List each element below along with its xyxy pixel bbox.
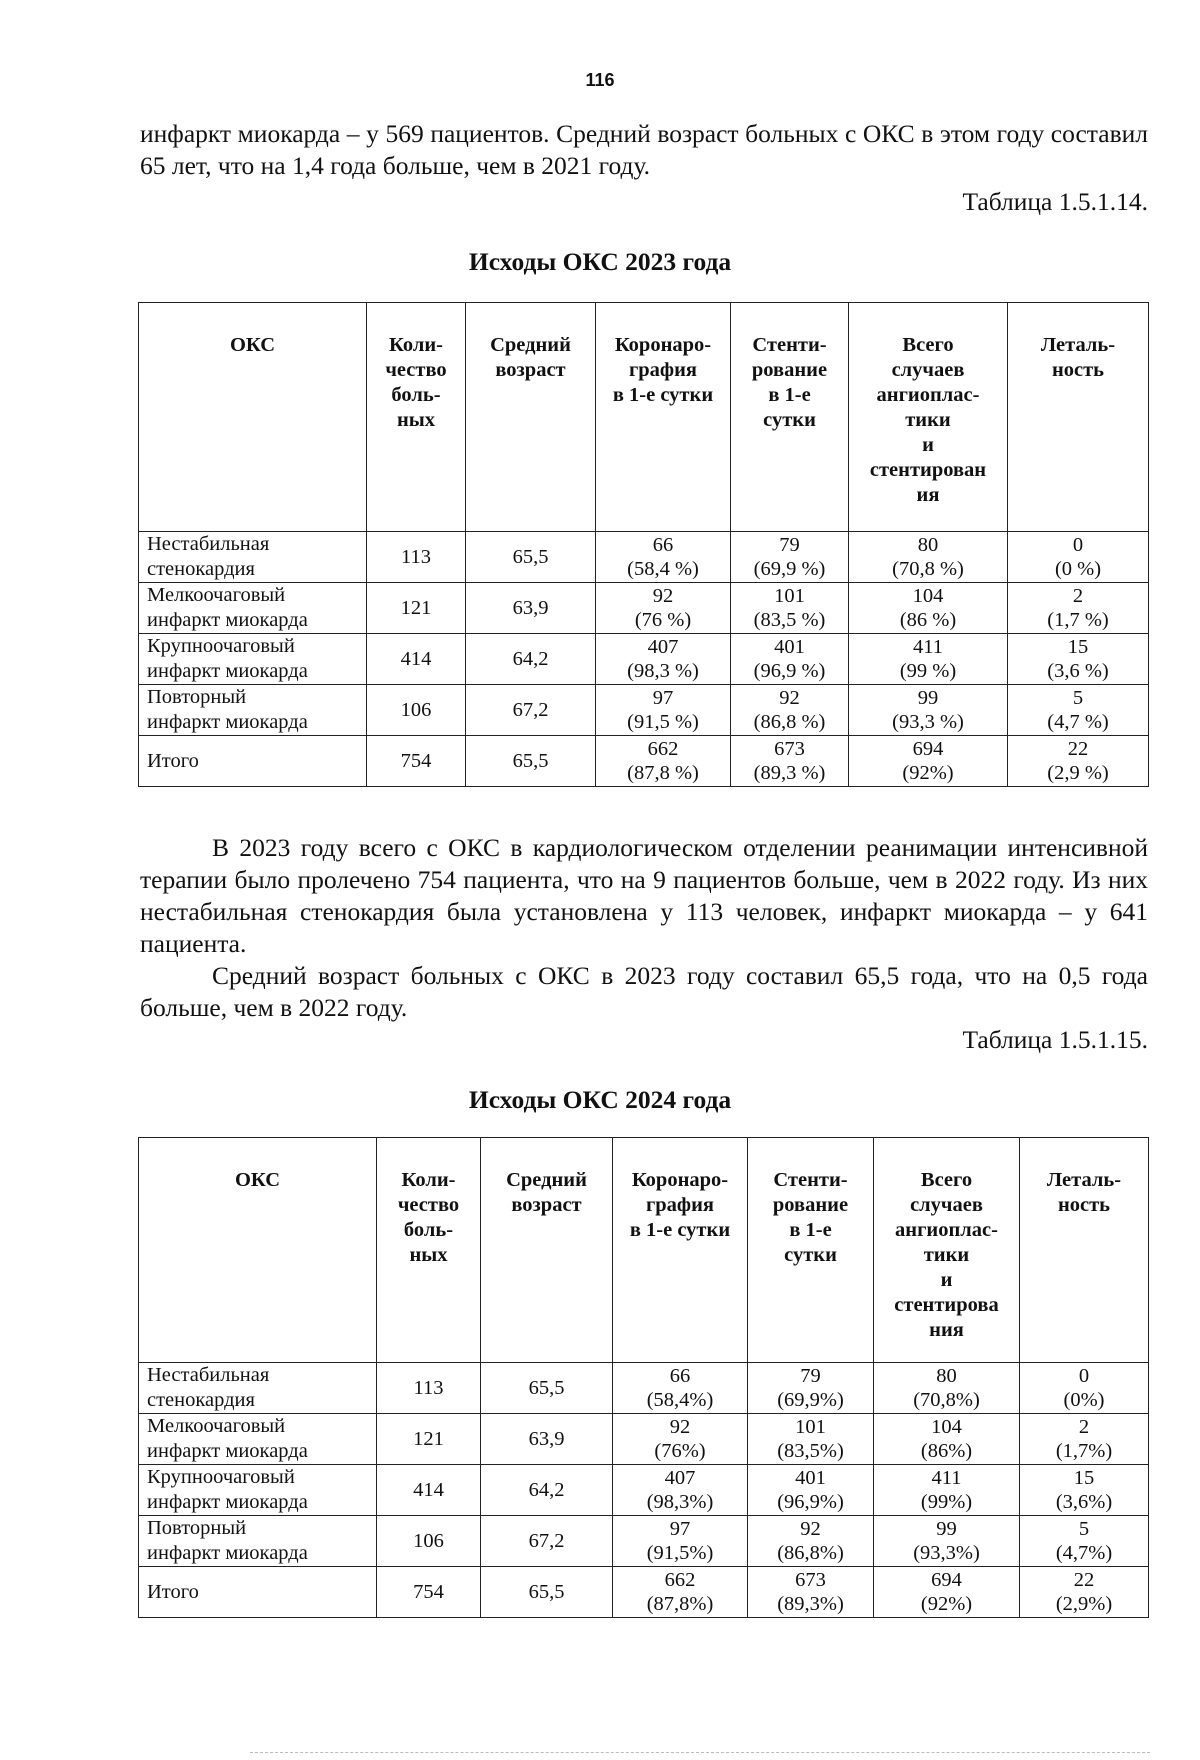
cell-line: (86,8%)	[777, 1542, 844, 1564]
header-line: ОКС	[229, 334, 276, 356]
cell-line: 15	[1067, 636, 1089, 658]
row-label	[139, 685, 367, 736]
cell-line: (98,3 %)	[627, 660, 699, 682]
cell-line: 80	[917, 534, 939, 556]
mean-age-cell: 65,5	[481, 1363, 613, 1414]
cell-line: (91,5 %)	[627, 711, 699, 733]
table1-label: Таблица 1.5.1.14.	[962, 187, 1148, 216]
table2-label: Таблица 1.5.1.15.	[962, 1025, 1148, 1054]
mortality-cell	[1008, 583, 1149, 634]
intro-paragraph: инфаркт миокарда – у 569 пациентов. Средний возраст больных с ОКС в этом году составил 65 лет, что на 1,4 года больше, чем в 2021 году.	[140, 119, 1148, 180]
cell-line: (92%)	[920, 1593, 973, 1615]
cell-line: 0	[1072, 534, 1084, 556]
row-label-line: стенокардия	[147, 1389, 255, 1411]
header-line: сутки	[763, 409, 816, 431]
stenting-cell	[748, 1414, 874, 1465]
table-row	[139, 685, 1149, 736]
row-label	[139, 1363, 377, 1414]
row-label	[139, 736, 367, 787]
coronarography-cell	[613, 1465, 748, 1516]
header-stenting	[748, 1138, 874, 1363]
header-line: возраст	[495, 359, 566, 381]
cell-line: (76%)	[654, 1440, 706, 1462]
header-line: Всего	[902, 334, 954, 356]
header-line: чество	[397, 1194, 460, 1216]
cell-line: (99%)	[920, 1491, 973, 1513]
cell-line: 673	[774, 738, 805, 760]
header-stenting	[731, 303, 849, 532]
header-line: Леталь-	[1046, 1169, 1122, 1191]
cell-line: 97	[669, 1518, 691, 1540]
header-line: стентирова	[894, 1294, 999, 1316]
row-label-line: инфаркт миокарда	[147, 1491, 308, 1513]
table-row	[139, 1465, 1149, 1516]
cell-line: (3,6%)	[1055, 1491, 1113, 1513]
header-patient-count	[367, 303, 466, 532]
header-line: Всего	[920, 1169, 973, 1191]
cell-line: (91,5%)	[646, 1542, 714, 1564]
cell-line: 66	[669, 1365, 691, 1387]
cell-line: 5	[1078, 1518, 1090, 1540]
row-label-line: Крупноочаговый	[147, 635, 295, 657]
cell-line: (86%)	[920, 1440, 973, 1462]
row-label	[139, 583, 367, 634]
cell-line: 97	[652, 687, 674, 709]
cell-line: (58,4 %)	[627, 558, 699, 580]
cell-line: 694	[931, 1569, 962, 1591]
header-line: Стенти-	[773, 1169, 848, 1191]
stenting-cell	[748, 1516, 874, 1567]
row-label-line: Повторный	[147, 1517, 247, 1539]
patient-count-cell: 754	[367, 736, 466, 787]
header-line: стентирован	[869, 459, 987, 481]
cell-line: 0	[1078, 1365, 1090, 1387]
row-label	[139, 1516, 377, 1567]
cell-line: (76 %)	[634, 609, 692, 631]
table2-title: Исходы ОКС 2024 года	[468, 1085, 732, 1114]
header-line: в 1-е сутки	[612, 384, 714, 406]
mean-age-cell: 65,5	[481, 1567, 613, 1618]
cell-line: 2	[1078, 1416, 1090, 1438]
cell-line: (83,5%)	[777, 1440, 844, 1462]
mortality-cell	[1020, 1465, 1149, 1516]
coronarography-cell	[596, 634, 731, 685]
mean-age-cell: 67,2	[481, 1516, 613, 1567]
header-line: возраст	[511, 1194, 582, 1216]
table-row	[139, 583, 1149, 634]
cell-line: 401	[795, 1467, 826, 1489]
cell-line: (1,7%)	[1055, 1440, 1113, 1462]
stenting-cell	[748, 1567, 874, 1618]
stenting-cell	[731, 532, 849, 583]
patient-count-cell: 113	[367, 532, 466, 583]
row-label-line: Мелкоочаговый	[147, 584, 286, 606]
cell-line: (69,9 %)	[753, 558, 826, 580]
header-oks	[139, 303, 367, 532]
header-coronarography	[596, 303, 731, 532]
header-line: ангиоплас-	[876, 384, 980, 406]
cell-line: (96,9 %)	[753, 660, 826, 682]
header-mean-age	[481, 1138, 613, 1363]
cell-line: (99 %)	[899, 660, 957, 682]
outcomes-table-2023	[138, 302, 1149, 787]
header-line: рование	[751, 359, 828, 381]
header-line: в 1-е	[768, 384, 811, 406]
total-angioplasty-cell	[874, 1516, 1020, 1567]
header-line: в 1-е	[789, 1219, 832, 1241]
mortality-cell	[1008, 532, 1149, 583]
header-line: Леталь-	[1040, 334, 1116, 356]
cell-line: 662	[664, 1569, 696, 1591]
header-mortality	[1008, 303, 1149, 532]
table-header-row	[139, 1138, 1149, 1363]
header-oks	[139, 1138, 377, 1363]
cell-line: 5	[1072, 687, 1084, 709]
cell-line: 15	[1073, 1467, 1095, 1489]
total-angioplasty-cell	[849, 685, 1008, 736]
header-line: ния	[929, 1319, 964, 1341]
cell-line: (93,3%)	[913, 1542, 980, 1564]
coronarography-cell	[596, 736, 731, 787]
table-row	[139, 532, 1149, 583]
mortality-cell	[1020, 1363, 1149, 1414]
header-line: Коли-	[389, 334, 443, 356]
header-line: ия	[916, 484, 940, 506]
mortality-cell	[1008, 634, 1149, 685]
patient-count-cell: 414	[367, 634, 466, 685]
cell-line: 22	[1073, 1569, 1095, 1591]
table-row	[139, 634, 1149, 685]
cell-line: 2	[1072, 585, 1084, 607]
row-label	[139, 1465, 377, 1516]
row-label-line: стенокардия	[147, 558, 255, 580]
cell-line: (87,8 %)	[627, 762, 699, 784]
patient-count-cell: 106	[377, 1516, 481, 1567]
stenting-cell	[748, 1363, 874, 1414]
page-edge-line	[250, 1752, 1150, 1754]
cell-line: 411	[913, 636, 943, 658]
header-total-angioplasty	[849, 303, 1008, 532]
table-row	[139, 1414, 1149, 1465]
cell-line: (0 %)	[1054, 558, 1102, 580]
cell-line: 99	[936, 1518, 957, 1540]
stenting-cell	[748, 1465, 874, 1516]
header-line: в 1-е сутки	[629, 1219, 731, 1241]
header-line: боль-	[403, 1219, 454, 1241]
row-label-line: инфаркт миокарда	[147, 1440, 308, 1462]
header-line: тики	[923, 1244, 970, 1266]
row-label-line: Нестабильная	[147, 1364, 270, 1386]
header-mean-age	[466, 303, 596, 532]
mortality-cell	[1008, 685, 1149, 736]
mean-age-cell: 64,2	[466, 634, 596, 685]
patient-count-cell: 414	[377, 1465, 481, 1516]
mortality-cell	[1020, 1516, 1149, 1567]
mean-age-cell: 64,2	[481, 1465, 613, 1516]
header-line: ных	[396, 409, 436, 431]
total-angioplasty-cell	[849, 736, 1008, 787]
header-mortality	[1020, 1138, 1149, 1363]
coronarography-cell	[613, 1363, 748, 1414]
cell-line: (70,8%)	[913, 1389, 980, 1411]
header-line: чество	[385, 359, 447, 381]
cell-line: 662	[647, 738, 679, 760]
stenting-cell	[731, 736, 849, 787]
cell-line: 407	[647, 636, 679, 658]
header-line: ных	[409, 1244, 448, 1266]
total-angioplasty-cell	[849, 583, 1008, 634]
cell-line: 99	[917, 687, 939, 709]
header-line: ность	[1051, 359, 1105, 381]
header-line: боль-	[391, 384, 441, 406]
cell-line: (83,5 %)	[753, 609, 826, 631]
header-line: Коли-	[401, 1169, 456, 1191]
header-line: Средний	[490, 334, 571, 356]
coronarography-cell	[596, 532, 731, 583]
total-angioplasty-cell	[874, 1414, 1020, 1465]
patient-count-cell: 121	[377, 1414, 481, 1465]
table-row	[139, 1363, 1149, 1414]
cell-line: (89,3 %)	[753, 762, 826, 784]
table-header-row	[139, 303, 1149, 532]
cell-line: 101	[774, 585, 805, 607]
header-line: тики	[905, 409, 951, 431]
header-line: и	[922, 434, 934, 456]
total-angioplasty-cell	[849, 634, 1008, 685]
header-line: и	[940, 1269, 953, 1291]
cell-line: 66	[652, 534, 674, 556]
mean-age-cell: 63,9	[466, 583, 596, 634]
header-line: случаев	[891, 359, 965, 381]
cell-line: (58,4%)	[646, 1389, 714, 1411]
coronarography-cell	[613, 1414, 748, 1465]
cell-line: 92	[800, 1518, 821, 1540]
row-label-line: Нестабильная	[147, 533, 270, 555]
stenting-cell	[731, 583, 849, 634]
mean-age-cell: 67,2	[466, 685, 596, 736]
patient-count-cell: 754	[377, 1567, 481, 1618]
mortality-cell	[1008, 736, 1149, 787]
header-line: Средний	[506, 1169, 587, 1191]
coronarography-cell	[596, 583, 731, 634]
cell-line: 407	[664, 1467, 696, 1489]
table-row	[139, 1567, 1149, 1618]
row-label-line: Крупноочаговый	[147, 1466, 295, 1488]
cell-line: 401	[774, 636, 805, 658]
cell-line: (3,6 %)	[1047, 660, 1109, 682]
row-label-line: Повторный	[147, 686, 247, 708]
row-label-line: Мелкоочаговый	[147, 1415, 286, 1437]
cell-line: 79	[800, 1365, 821, 1387]
coronarography-cell	[613, 1516, 748, 1567]
header-line: Стенти-	[752, 334, 827, 356]
coronarography-cell	[596, 685, 731, 736]
page-number: 116	[585, 70, 615, 90]
total-angioplasty-cell	[874, 1363, 1020, 1414]
cell-line: (98,3%)	[646, 1491, 714, 1513]
cell-line: (2,9%)	[1055, 1593, 1113, 1615]
cell-line: (93,3 %)	[892, 711, 964, 733]
cell-line: (1,7 %)	[1047, 609, 1109, 631]
cell-line: 92	[652, 585, 674, 607]
mortality-cell	[1020, 1414, 1149, 1465]
header-line: Коронаро-	[614, 334, 712, 356]
total-angioplasty-cell	[849, 532, 1008, 583]
outcomes-table-2024	[138, 1137, 1149, 1618]
header-line: случаев	[910, 1194, 983, 1216]
row-label-line: инфаркт миокарда	[147, 1542, 308, 1564]
mean-age-cell: 63,9	[481, 1414, 613, 1465]
stenting-cell	[731, 634, 849, 685]
header-line: Коронаро-	[631, 1169, 729, 1191]
mortality-cell	[1020, 1567, 1149, 1618]
cell-line: 92	[669, 1416, 691, 1438]
total-angioplasty-cell	[874, 1465, 1020, 1516]
patient-count-cell: 113	[377, 1363, 481, 1414]
header-line: графия	[645, 1194, 715, 1216]
paragraph-2: В 2023 году всего с ОКС в кардиологическом отделении реанимации интенсивной терапии было пролечено 754 пациента, что на 9 пациентов больше, чем в 2022 году. Из них нестабильная стенокардия была установлена у 113 человек, инфаркт миокарда – у 641 пациента.	[140, 833, 1148, 958]
table-row	[139, 1516, 1149, 1567]
cell-line: (0%)	[1063, 1389, 1105, 1411]
cell-line: (70,8 %)	[892, 558, 964, 580]
row-label-line: инфаркт миокарда	[147, 711, 308, 733]
paragraph-3: Средний возраст больных с ОКС в 2023 году составил 65,5 года, что на 0,5 года больше, чем в 2022 году.	[140, 961, 1148, 1022]
cell-line: (4,7%)	[1055, 1542, 1113, 1564]
row-label-line: инфаркт миокарда	[147, 660, 308, 682]
cell-line: 80	[936, 1365, 957, 1387]
cell-line: 22	[1067, 738, 1089, 760]
cell-line: (92%)	[902, 762, 954, 784]
row-label	[139, 634, 367, 685]
stenting-cell	[731, 685, 849, 736]
table1-title: Исходы ОКС 2023 года	[468, 247, 732, 276]
cell-line: 104	[912, 585, 944, 607]
cell-line: (87,8%)	[646, 1593, 714, 1615]
cell-line: 101	[795, 1416, 826, 1438]
total-angioplasty-cell	[874, 1567, 1020, 1618]
header-total-angioplasty	[874, 1138, 1020, 1363]
cell-line: (86 %)	[899, 609, 957, 631]
row-label-line: Итого	[147, 1580, 199, 1603]
header-line: ность	[1057, 1194, 1111, 1216]
cell-line: (96,9%)	[777, 1491, 844, 1513]
cell-line: (89,3%)	[777, 1593, 844, 1615]
header-patient-count	[377, 1138, 481, 1363]
header-line: графия	[628, 359, 698, 381]
header-line: ОКС	[234, 1169, 281, 1191]
cell-line: (69,9%)	[777, 1389, 844, 1411]
cell-line: 104	[931, 1416, 962, 1438]
row-label-line: Итого	[147, 749, 199, 772]
cell-line: 694	[912, 738, 944, 760]
table-row	[139, 736, 1149, 787]
patient-count-cell: 121	[367, 583, 466, 634]
header-line: ангиоплас-	[895, 1219, 998, 1241]
cell-line: 79	[779, 534, 800, 556]
cell-line: 92	[779, 687, 800, 709]
header-line: сутки	[784, 1244, 837, 1266]
cell-line: 411	[931, 1467, 962, 1489]
row-label	[139, 532, 367, 583]
header-coronarography	[613, 1138, 748, 1363]
coronarography-cell	[613, 1567, 748, 1618]
mean-age-cell: 65,5	[466, 736, 596, 787]
cell-line: (2,9 %)	[1047, 762, 1109, 784]
row-label	[139, 1567, 377, 1618]
header-line: рование	[772, 1194, 849, 1216]
mean-age-cell: 65,5	[466, 532, 596, 583]
patient-count-cell: 106	[367, 685, 466, 736]
row-label-line: инфаркт миокарда	[147, 609, 308, 631]
cell-line: (86,8 %)	[753, 711, 826, 733]
cell-line: 673	[795, 1569, 826, 1591]
row-label	[139, 1414, 377, 1465]
cell-line: (4,7 %)	[1047, 711, 1109, 733]
